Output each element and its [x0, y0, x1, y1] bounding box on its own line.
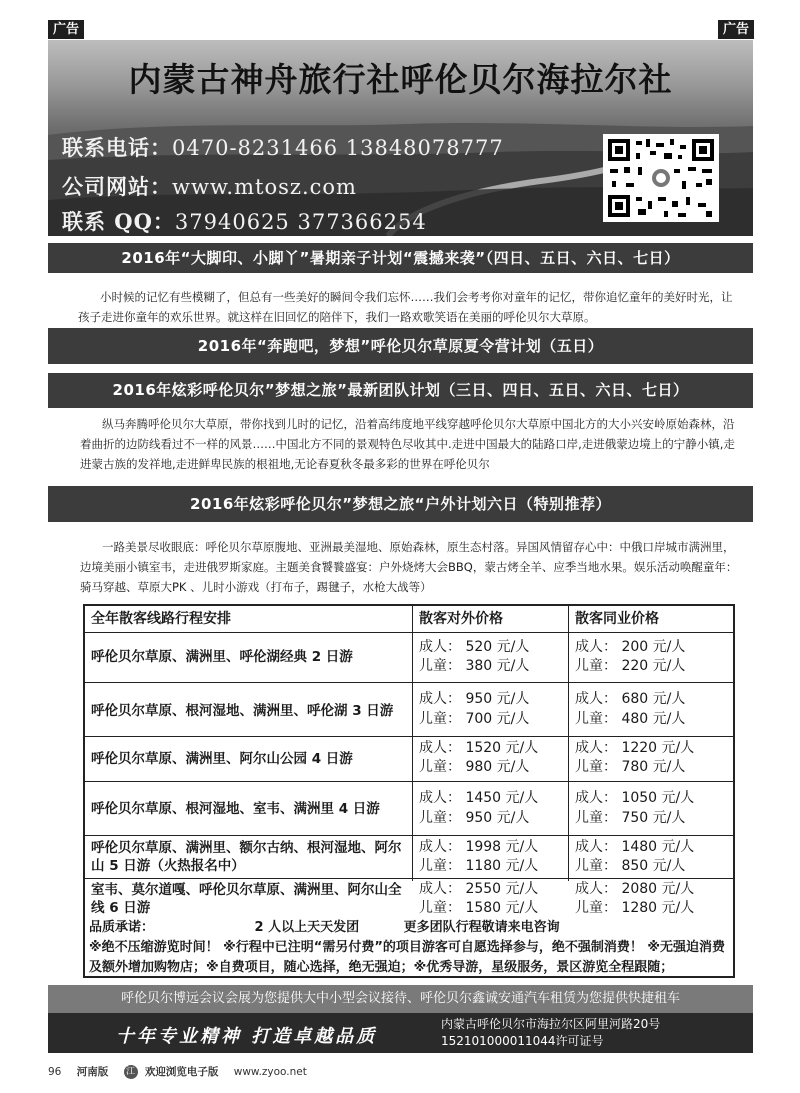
trade-adult-price: 成人： 200 元/人	[575, 639, 686, 655]
trade-child-price: 儿童： 1280 元/人	[575, 900, 695, 916]
trade-child-price: 儿童： 850 元/人	[575, 858, 686, 874]
retail-adult-price: 成人： 1520 元/人	[419, 740, 539, 756]
table-row-route: 呼伦贝尔草原、满洲里、呼伦湖经典 2 日游	[91, 649, 353, 665]
qr-code-icon	[603, 134, 719, 222]
table-header-retail: 散客对外价格	[419, 611, 503, 627]
footer-bar	[48, 1013, 753, 1053]
phone-label: 联系电话：	[62, 135, 172, 160]
footer-url[interactable]: www.zyoo.net	[233, 1066, 307, 1078]
retail-adult-price: 成人： 520 元/人	[419, 639, 530, 655]
services-banner: 呼伦贝尔博远会议会展为您提供大中小型会议接待、呼伦贝尔鑫诚安通汽车租赁为您提供快捷租车	[48, 985, 753, 1013]
website-value: www.mtosz.com	[172, 175, 357, 199]
retail-child-price: 儿童： 980 元/人	[419, 759, 530, 775]
agency-title: 内蒙古神舟旅行社呼伦贝尔海拉尔社	[128, 60, 673, 99]
phone-value: 0470-8231466 13848078777	[172, 136, 504, 160]
phone-line	[62, 132, 504, 162]
table-row-route: 呼伦贝尔草原、根河湿地、室韦、满洲里 4 日游	[91, 801, 380, 817]
trade-adult-price: 成人： 1480 元/人	[575, 839, 695, 855]
trade-child-price: 儿童： 480 元/人	[575, 711, 686, 727]
website-label: 公司网站：	[62, 174, 172, 199]
ad-tag-left: 广告	[48, 20, 84, 39]
price-table	[83, 604, 735, 978]
retail-child-price: 儿童： 700 元/人	[419, 711, 530, 727]
page-footer	[48, 1064, 319, 1079]
trade-adult-price: 成人： 1050 元/人	[575, 790, 695, 806]
table-row-route: 呼伦贝尔草原、满洲里、阿尔山公园 4 日游	[91, 751, 353, 767]
slogan: 十年专业精神 打造卓越品质	[116, 1026, 378, 1047]
trade-child-price: 儿童： 220 元/人	[575, 658, 686, 674]
trade-child-price: 儿童： 750 元/人	[575, 810, 686, 826]
address: 内蒙古呼伦贝尔市海拉尔区阿里河路20号	[441, 1017, 661, 1031]
table-header-route: 全年散客线路行程安排	[91, 611, 231, 627]
section-text-summer-parent-child: 小时候的记忆有些模糊了，但总有一些美好的瞬间令我们忘怀……我们会考考你对童年的记忆，带你追忆童年的美好时光，让孩子走进你童年的欢乐世界。就这样在旧回忆的陪伴下，我们一路欢歌笑语在美丽的呼伦贝尔大草原。	[78, 290, 733, 324]
promise-more-info: 更多团队行程敬请来电咨询	[403, 920, 560, 935]
retail-adult-price: 成人： 1450 元/人	[419, 790, 539, 806]
trade-child-price: 儿童： 780 元/人	[575, 759, 686, 775]
retail-adult-price: 成人： 2550 元/人	[419, 881, 539, 897]
promise-daily-departure: 2 人以上天天发团	[254, 920, 360, 935]
table-row-route: 室韦、莫尔道嘎、呼伦贝尔草原、满洲里、阿尔山全线 6 日游	[91, 882, 402, 916]
qq-value: 37940625 377366254	[174, 210, 427, 234]
table-header-trade: 散客同业价格	[575, 611, 659, 627]
table-divider	[412, 606, 413, 881]
trade-adult-price: 成人： 1220 元/人	[575, 740, 695, 756]
trade-adult-price: 成人： 2080 元/人	[575, 881, 695, 897]
section-title-summer-parent-child: 2016年“大脚印、小脚丫”暑期亲子计划“震撼来袭”（四日、五日、六日、七日）	[48, 243, 753, 273]
retail-child-price: 儿童： 950 元/人	[419, 810, 530, 826]
section-title-team-plan: 2016年炫彩呼伦贝尔”梦想之旅”最新团队计划（三日、四日、五日、六日、七日）	[48, 373, 753, 408]
retail-adult-price: 成人： 1998 元/人	[419, 839, 539, 855]
retail-child-price: 儿童： 380 元/人	[419, 658, 530, 674]
qq-line	[62, 206, 427, 236]
section-title-summer-camp: 2016年“奔跑吧，梦想”呼伦贝尔草原夏令营计划（五日）	[48, 328, 753, 364]
promise-details: ※绝不压缩游览时间！ ※行程中已注明“需另付费”的项目游客可自愿选择参与，绝不强制消费！ ※无强迫消费及额外增加购物店；※自费项目，随心选择，绝无强迫；※优秀导游，星级服务，景区游览全程跟随；	[89, 940, 726, 975]
hero-banner	[48, 40, 753, 236]
ad-tag-right: 广告	[718, 20, 754, 39]
qq-label: 联系 QQ：	[62, 209, 175, 234]
license-number: 152101000011044许可证号	[441, 1034, 604, 1048]
publisher-logo-icon: 江	[124, 1065, 138, 1079]
footer-tagline: 欢迎浏览电子版	[144, 1066, 219, 1078]
retail-child-price: 儿童： 1580 元/人	[419, 900, 539, 916]
promise-label: 品质承诺：	[89, 920, 155, 935]
trade-adult-price: 成人： 680 元/人	[575, 691, 686, 707]
edition-label: 河南版	[76, 1066, 109, 1078]
website-line	[62, 171, 357, 201]
page-number: 96	[48, 1066, 62, 1078]
retail-child-price: 儿童： 1180 元/人	[419, 858, 539, 874]
table-divider	[568, 606, 569, 881]
quality-promise	[89, 918, 729, 978]
section-text-outdoor-plan: 一路美景尽收眼底：呼伦贝尔草原腹地、亚洲最美湿地、原始森林，原生态村落。异国风情留存心中：中俄口岸城市满洲里，边境美丽小镇室韦，走进俄罗斯家庭。主题美食饕餮盛宴：户外烧烤大会BBQ，蒙古烤全羊、应季当地水果。娱乐活动唤醒童年：骑马穿越、草原大PK 、儿时小游戏（打布子，踢毽子，水枪大战等）	[80, 540, 738, 594]
table-row-route: 呼伦贝尔草原、根河湿地、满洲里、呼伦湖 3 日游	[91, 703, 394, 719]
section-title-outdoor-plan: 2016年炫彩呼伦贝尔”梦想之旅“户外计划六日（特别推荐）	[48, 486, 753, 522]
table-row-route: 呼伦贝尔草原、满洲里、额尔古纳、根河湿地、阿尔山 5 日游（火热报名中）	[91, 840, 402, 874]
retail-adult-price: 成人： 950 元/人	[419, 691, 530, 707]
section-text-team-plan: 纵马奔腾呼伦贝尔大草原，带你找到儿时的记忆，沿着高纬度地平线穿越呼伦贝尔大草原中国北方的大小兴安岭原始森林，沿着曲折的边防线看过不一样的风景……中国北方不同的景观特色尽收其中.走进中国最大的陆路口岸,走进俄蒙边境上的宁静小镇,走进蒙古族的发祥地,走进鲜卑民族的根祖地,无论春夏秋冬最多彩的世界在呼伦贝尔	[80, 417, 735, 471]
